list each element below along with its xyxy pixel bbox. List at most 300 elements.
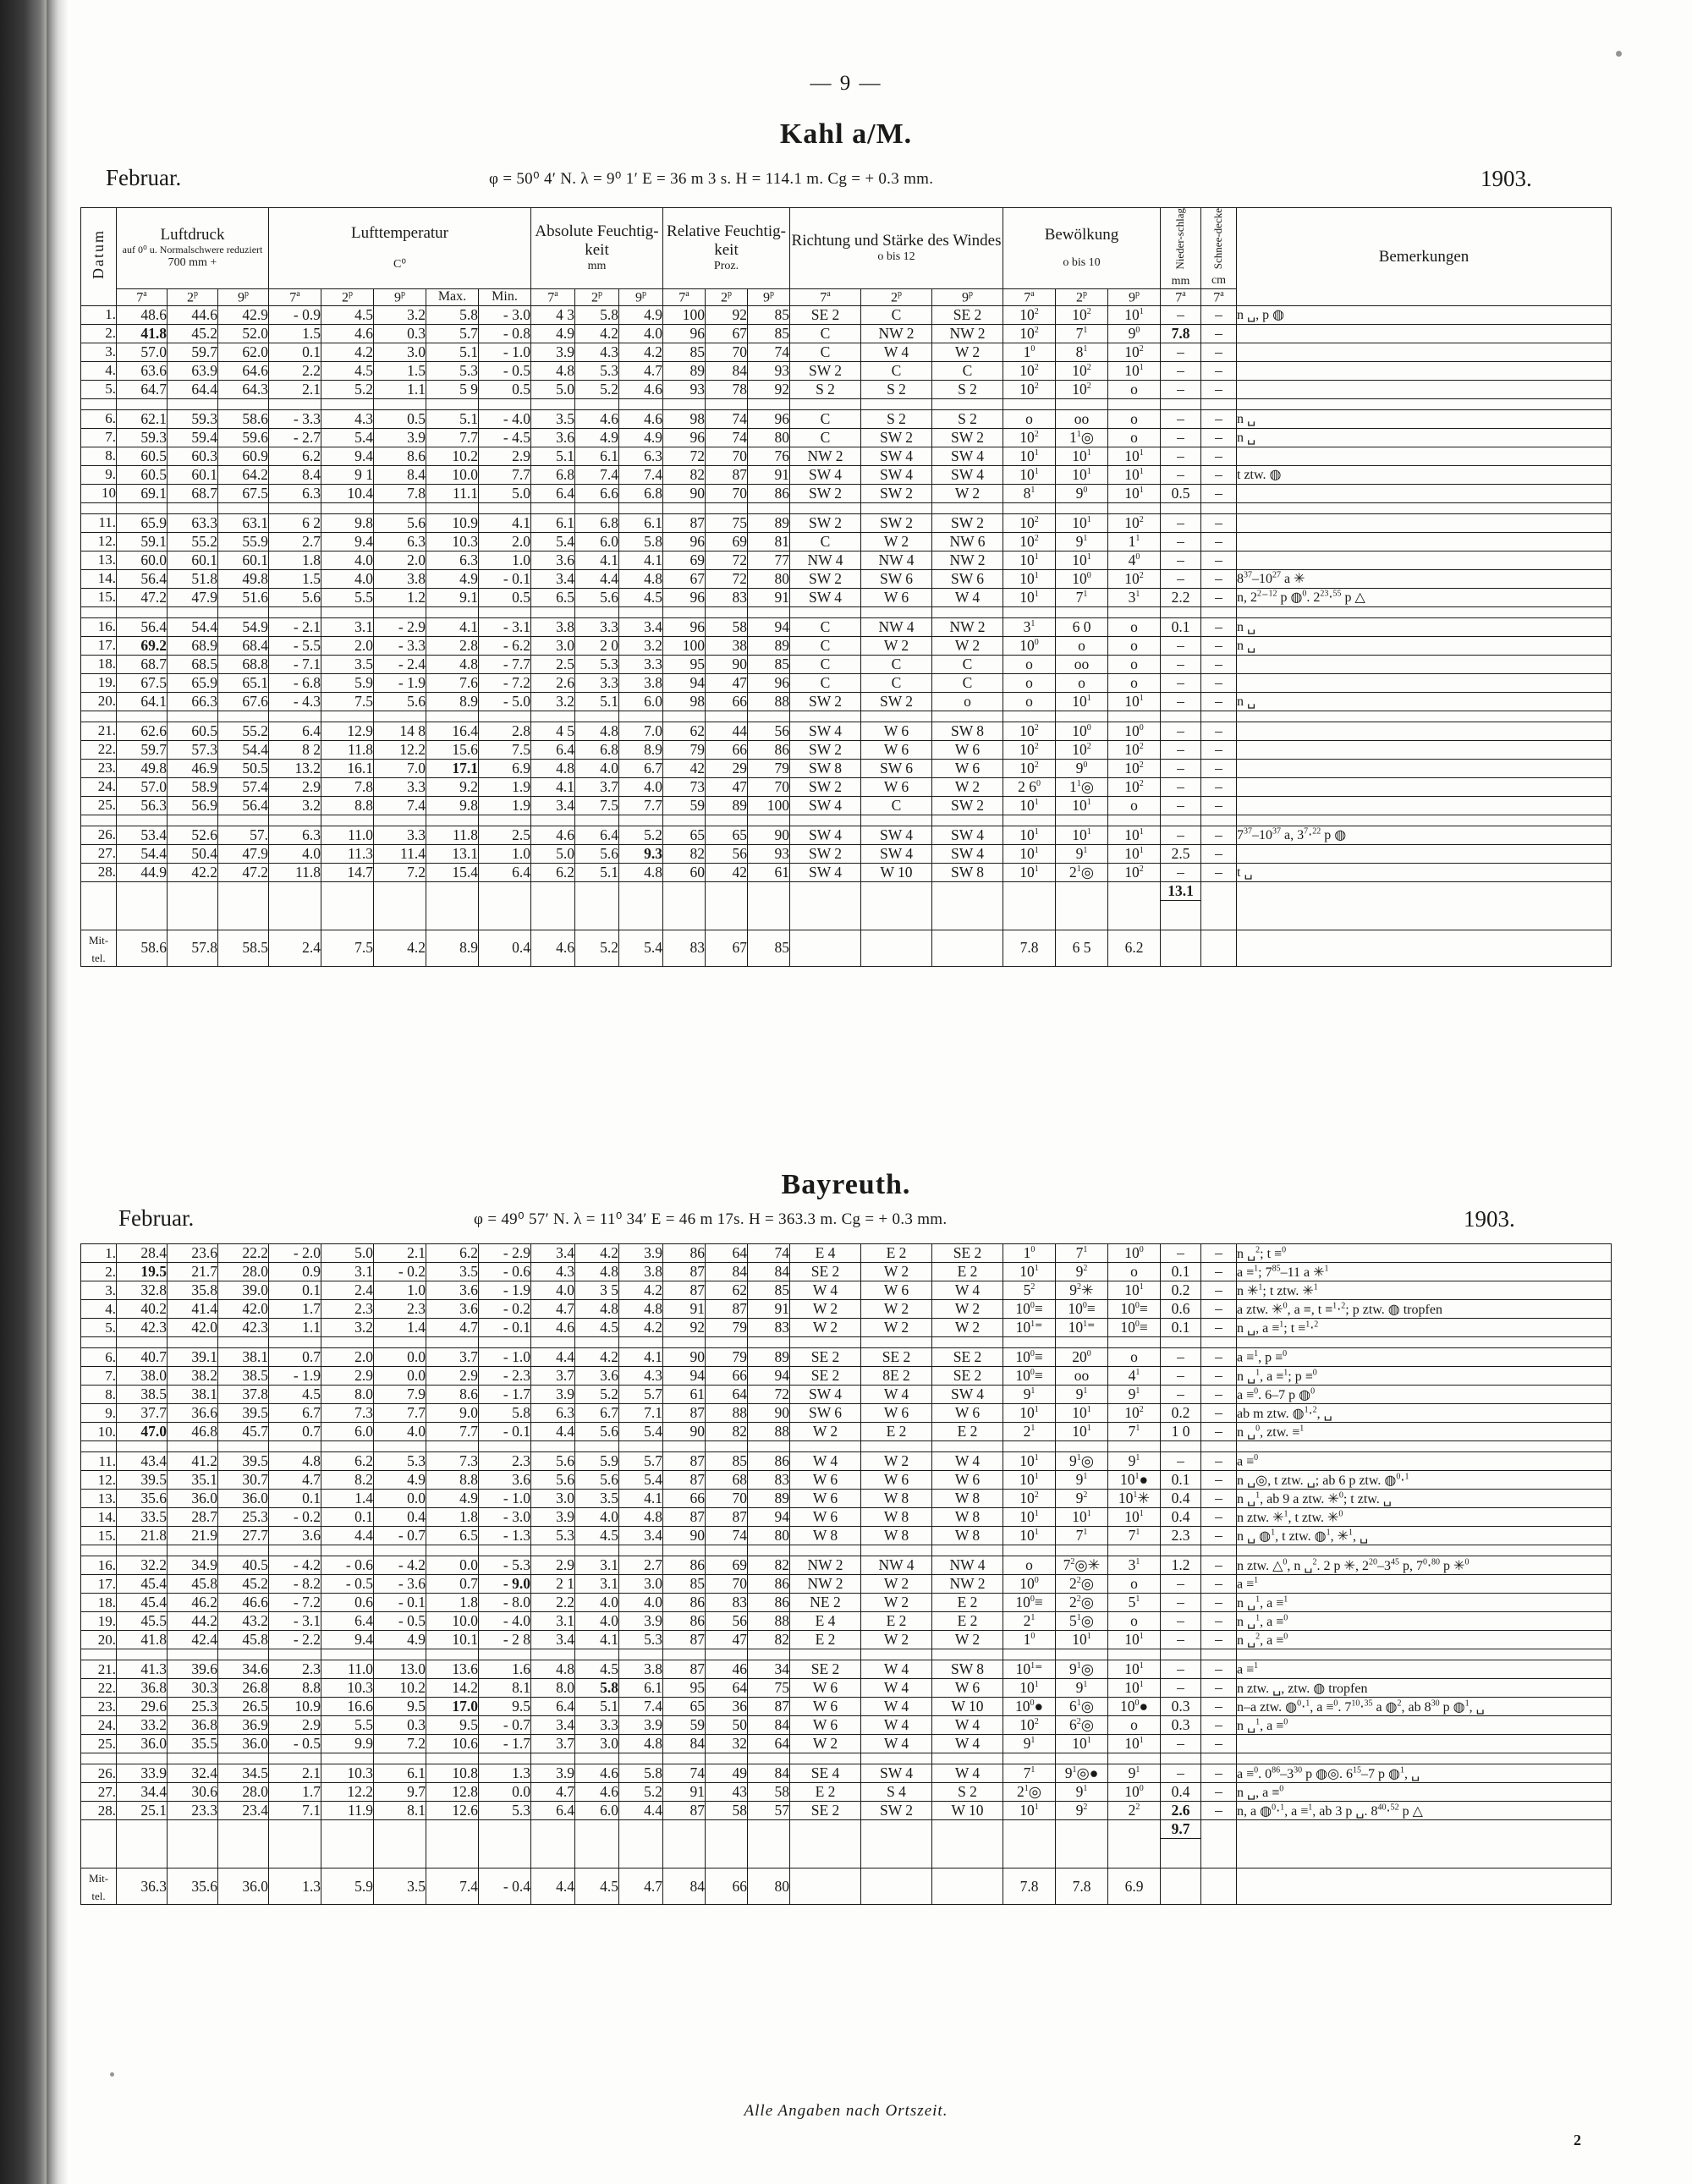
cell-bewoelkung: $10^2$: [1108, 759, 1161, 777]
cell-relative-feuchtigkeit: 74: [748, 343, 790, 361]
cell-relative-feuchtigkeit: 56: [706, 1612, 748, 1631]
cell-lufttemperatur: - 2.0: [269, 1244, 321, 1263]
cell-relative-feuchtigkeit: 79: [706, 1319, 748, 1337]
cell-datum: 4.: [81, 1300, 117, 1319]
cell-lufttemperatur: - 1.9: [374, 673, 426, 692]
cell-wind: W 6: [861, 722, 932, 740]
cell-relative-feuchtigkeit: 72: [706, 569, 748, 588]
cell-bewoelkung: o: [1108, 1263, 1161, 1281]
cell-niederschlag: 0.3: [1161, 1716, 1201, 1735]
cell-lufttemperatur: 12.2: [321, 1783, 374, 1802]
cell-wind: W 6: [790, 1679, 861, 1698]
cell-luftdruck: 38.1: [168, 1386, 218, 1404]
cell-datum: 24.: [81, 1716, 117, 1735]
cell-temp-max: 10.1: [426, 1631, 479, 1649]
cell-temp-max: 9.2: [426, 777, 479, 796]
cell-datum: 8.: [81, 1386, 117, 1404]
cell-lufttemperatur: 3.2: [269, 796, 321, 815]
cell-temp-min: - 1.0: [479, 1348, 531, 1367]
cell-luftdruck: 35.6: [117, 1490, 168, 1508]
table-row: [81, 1594, 1612, 1612]
table-row: [81, 1244, 1612, 1263]
cell-temp-max: 3.6: [426, 1281, 479, 1300]
cell-luftdruck: 39.6: [168, 1660, 218, 1679]
cell-bewoelkung: $2^1◎$: [1056, 863, 1108, 881]
cell-luftdruck: 68.5: [168, 655, 218, 673]
cell-relative-feuchtigkeit: 46: [706, 1660, 748, 1679]
cell-luftdruck: 41.2: [168, 1452, 218, 1471]
cell-datum: 11.: [81, 1452, 117, 1471]
cell-relative-feuchtigkeit: 88: [748, 692, 790, 711]
cell-relative-feuchtigkeit: 92: [663, 1319, 706, 1337]
cell-relative-feuchtigkeit: 80: [748, 1527, 790, 1545]
cell-schneedecke: –: [1201, 1281, 1237, 1300]
cell-absolute-feuchtigkeit: 3.8: [619, 673, 663, 692]
cell-niederschlag: –: [1161, 1386, 1201, 1404]
cell-bewoelkung: $10^1$: [1108, 447, 1161, 465]
cell-lufttemperatur: 7.5: [321, 692, 374, 711]
cell-schneedecke: –: [1201, 1612, 1237, 1631]
cell-niederschlag: 0.1: [1161, 617, 1201, 636]
cell-schneedecke: –: [1201, 1631, 1237, 1649]
cell-bewoelkung: $10^1$: [1108, 844, 1161, 863]
cell-absolute-feuchtigkeit: 4.2: [619, 343, 663, 361]
cell-temp-min: 0.5: [479, 380, 531, 398]
cell-wind: NE 2: [790, 1594, 861, 1612]
cell-wind: S 4: [861, 1783, 932, 1802]
cell-absolute-feuchtigkeit: 3.3: [619, 655, 663, 673]
cell-wind: SW 2: [861, 692, 932, 711]
cell-bewoelkung: $9^0$: [1056, 484, 1108, 502]
cell-temp-min: - 3.1: [479, 617, 531, 636]
cell-absolute-feuchtigkeit: 3.4: [531, 1716, 575, 1735]
cell-temp-min: - 0.1: [479, 1319, 531, 1337]
cell-absolute-feuchtigkeit: 6.1: [575, 447, 619, 465]
cell-absolute-feuchtigkeit: 3.8: [531, 617, 575, 636]
cell-luftdruck: 36.0: [117, 1735, 168, 1753]
cell-lufttemperatur: 6.2: [269, 447, 321, 465]
cell-luftdruck: 22.2: [218, 1244, 269, 1263]
cell-relative-feuchtigkeit: 92: [748, 380, 790, 398]
cell-luftdruck: 39.5: [117, 1471, 168, 1490]
cell-temp-min: - 0.6: [479, 1263, 531, 1281]
cell-temp-max: 10.0: [426, 465, 479, 484]
cell-absolute-feuchtigkeit: 6.1: [619, 1679, 663, 1698]
cell-bewoelkung: $10^1$: [1003, 1404, 1056, 1423]
cell-wind: W 2: [932, 1300, 1003, 1319]
cell-wind: SW 4: [790, 796, 861, 815]
cell-relative-feuchtigkeit: 79: [748, 759, 790, 777]
cell-luftdruck: 42.9: [218, 305, 269, 324]
cell-temp-max: 15.6: [426, 740, 479, 759]
cell-lufttemperatur: 1.5: [269, 324, 321, 343]
cell-bemerkungen: a ≡$^1$, p ≡$^0$: [1237, 1348, 1612, 1367]
cell-bewoelkung: $10^1$: [1108, 826, 1161, 844]
cell-relative-feuchtigkeit: 90: [663, 1527, 706, 1545]
cell-bewoelkung: $5^2$: [1003, 1281, 1056, 1300]
cell-temp-min: - 1.3: [479, 1527, 531, 1545]
cell-absolute-feuchtigkeit: 8.9: [619, 740, 663, 759]
cell-wind: SW 4: [790, 588, 861, 606]
speck: [1616, 51, 1622, 57]
cell-bemerkungen: [1237, 447, 1612, 465]
cell-relative-feuchtigkeit: 84: [748, 1263, 790, 1281]
cell-lufttemperatur: 3.1: [321, 1263, 374, 1281]
cell-temp-min: 5.3: [479, 1802, 531, 1820]
cell-luftdruck: 68.7: [117, 655, 168, 673]
cell-bewoelkung: $10^2$: [1003, 380, 1056, 398]
mittel-relative: 67: [706, 930, 748, 966]
cell-bemerkungen: n ␣$^1$, a ≡$^0$: [1237, 1612, 1612, 1631]
mittel-lufttemperatur: 7.5: [321, 930, 374, 966]
cell-lufttemperatur: - 0.2: [269, 1508, 321, 1527]
cell-bewoelkung: $10^2$: [1056, 380, 1108, 398]
cell-niederschlag: –: [1161, 551, 1201, 569]
cell-lufttemperatur: 1.4: [374, 1319, 426, 1337]
cell-relative-feuchtigkeit: 100: [748, 796, 790, 815]
cell-luftdruck: 40.7: [117, 1348, 168, 1367]
cell-lufttemperatur: 7.0: [374, 759, 426, 777]
cell-schneedecke: –: [1201, 826, 1237, 844]
cell-wind: W 2: [932, 777, 1003, 796]
table-row: [81, 1527, 1612, 1545]
cell-wind: SW 4: [790, 826, 861, 844]
cell-relative-feuchtigkeit: 70: [706, 1575, 748, 1594]
cell-bewoelkung: $10^1$: [1056, 1735, 1108, 1753]
cell-bemerkungen: [1237, 722, 1612, 740]
cell-absolute-feuchtigkeit: 7.0: [619, 722, 663, 740]
cell-bewoelkung: $10^1✳$: [1108, 1490, 1161, 1508]
cell-luftdruck: 49.8: [117, 759, 168, 777]
table-row: [81, 1698, 1612, 1716]
cell-wind: NW 4: [790, 551, 861, 569]
cell-wind: S 2: [932, 1783, 1003, 1802]
cell-relative-feuchtigkeit: 94: [748, 1508, 790, 1527]
table-row: [81, 361, 1612, 380]
cell-relative-feuchtigkeit: 78: [706, 380, 748, 398]
cell-niederschlag: –: [1161, 1612, 1201, 1631]
spacer-cell: [575, 1820, 619, 1839]
cell-bewoelkung: $10^0$: [1108, 1783, 1161, 1802]
cell-absolute-feuchtigkeit: 3.9: [531, 1764, 575, 1783]
cell-luftdruck: 32.2: [117, 1556, 168, 1575]
cell-niederschlag: –: [1161, 1735, 1201, 1753]
cell-bewoelkung: $10^1$: [1003, 1802, 1056, 1820]
spacer-cell: [790, 1820, 861, 1839]
cell-absolute-feuchtigkeit: 3.1: [531, 1612, 575, 1631]
cell-bewoelkung: $9^2$: [1056, 1263, 1108, 1281]
spacer-cell: [1108, 1820, 1161, 1839]
cell-bewoelkung: $10^2$: [1056, 305, 1108, 324]
spacer-cell: [321, 1820, 374, 1839]
cell-absolute-feuchtigkeit: 4.6: [531, 1319, 575, 1337]
cell-relative-feuchtigkeit: 96: [748, 409, 790, 428]
cell-wind: C: [790, 428, 861, 447]
cell-bewoelkung: $10^1$: [1108, 361, 1161, 380]
cell-absolute-feuchtigkeit: 3.9: [619, 1612, 663, 1631]
cell-temp-min: - 2 8: [479, 1631, 531, 1649]
cell-bewoelkung: $10^0\equiv$: [1056, 1300, 1108, 1319]
cell-luftdruck: 45.8: [218, 1631, 269, 1649]
cell-relative-feuchtigkeit: 86: [748, 484, 790, 502]
cell-lufttemperatur: 11.9: [321, 1802, 374, 1820]
cell-wind: W 2: [790, 1319, 861, 1337]
cell-absolute-feuchtigkeit: 7.4: [575, 465, 619, 484]
cell-datum: 8.: [81, 447, 117, 465]
cell-relative-feuchtigkeit: 34: [748, 1660, 790, 1679]
mittel-bewoelkung: 7.8: [1003, 930, 1056, 966]
cell-niederschlag: –: [1161, 1244, 1201, 1263]
cell-luftdruck: 69.2: [117, 636, 168, 655]
cell-bemerkungen: n ␣$^1$, a ≡$^1$; p ≡$^0$: [1237, 1367, 1612, 1386]
cell-wind: E 4: [790, 1612, 861, 1631]
observation-table-kahl: [80, 207, 1612, 967]
cell-bewoelkung: $10^0\equiv$: [1003, 1348, 1056, 1367]
cell-temp-min: 1.9: [479, 796, 531, 815]
cell-luftdruck: 45.5: [117, 1612, 168, 1631]
cell-datum: 7.: [81, 428, 117, 447]
cell-wind: E 2: [932, 1423, 1003, 1441]
cell-relative-feuchtigkeit: 36: [706, 1698, 748, 1716]
cell-absolute-feuchtigkeit: 4.0: [619, 324, 663, 343]
cell-luftdruck: 56.9: [168, 796, 218, 815]
cell-absolute-feuchtigkeit: 5.1: [531, 447, 575, 465]
cell-schneedecke: –: [1201, 569, 1237, 588]
cell-lufttemperatur: - 0.7: [374, 1527, 426, 1545]
cell-relative-feuchtigkeit: 86: [663, 1612, 706, 1631]
cell-bewoelkung: $2^1◎$: [1003, 1783, 1056, 1802]
cell-wind: SW 2: [932, 513, 1003, 532]
cell-luftdruck: 36.8: [168, 1716, 218, 1735]
mittel-label: Mit- tel.: [81, 930, 117, 966]
cell-lufttemperatur: - 3.6: [374, 1575, 426, 1594]
cell-luftdruck: 27.7: [218, 1527, 269, 1545]
cell-lufttemperatur: 6 2: [269, 513, 321, 532]
cell-datum: 11.: [81, 513, 117, 532]
cell-niederschlag: –: [1161, 1575, 1201, 1594]
cell-datum: 12.: [81, 532, 117, 551]
cell-relative-feuchtigkeit: 83: [706, 1594, 748, 1612]
cell-lufttemperatur: - 7.2: [269, 1594, 321, 1612]
cell-relative-feuchtigkeit: 87: [663, 1281, 706, 1300]
cell-wind: W 4: [932, 588, 1003, 606]
cell-lufttemperatur: 3.3: [374, 777, 426, 796]
cell-bewoelkung: $10^0\equiv$: [1003, 1300, 1056, 1319]
cell-luftdruck: 26.5: [218, 1698, 269, 1716]
cell-absolute-feuchtigkeit: 4.8: [531, 1660, 575, 1679]
cell-luftdruck: 48.6: [117, 305, 168, 324]
cell-relative-feuchtigkeit: 94: [748, 617, 790, 636]
cell-temp-max: 0.7: [426, 1575, 479, 1594]
cell-datum: 22.: [81, 1679, 117, 1698]
mittel-row: [81, 930, 1612, 966]
cell-lufttemperatur: 4.4: [321, 1527, 374, 1545]
cell-temp-max: 6.3: [426, 551, 479, 569]
cell-bewoelkung: $10^0$: [1108, 722, 1161, 740]
cell-luftdruck: 46.8: [168, 1423, 218, 1441]
mittel-relative: 83: [663, 930, 706, 966]
cell-wind: W 6: [861, 777, 932, 796]
cell-relative-feuchtigkeit: 62: [663, 722, 706, 740]
cell-schneedecke: –: [1201, 1386, 1237, 1404]
cell-wind: NW 2: [932, 1575, 1003, 1594]
cell-bewoelkung: $10^2$: [1108, 777, 1161, 796]
spacer-cell: [374, 881, 426, 900]
niederschlag-sum-row: [81, 881, 1612, 900]
cell-niederschlag: –: [1161, 722, 1201, 740]
table-row: [81, 844, 1612, 863]
cell-relative-feuchtigkeit: 64: [706, 1679, 748, 1698]
cell-absolute-feuchtigkeit: 5.2: [619, 1783, 663, 1802]
cell-niederschlag: –: [1161, 343, 1201, 361]
cell-luftdruck: 38.5: [117, 1386, 168, 1404]
cell-bewoelkung: $9^1$: [1056, 1679, 1108, 1698]
cell-wind: W 4: [861, 1386, 932, 1404]
cell-wind: W 2: [861, 1300, 932, 1319]
table-body-kahl: [81, 305, 1612, 966]
cell-niederschlag: –: [1161, 532, 1201, 551]
cell-temp-max: 0.0: [426, 1556, 479, 1575]
cell-wind: SW 4: [932, 826, 1003, 844]
cell-wind: W 2: [861, 1452, 932, 1471]
cell-luftdruck: 52.6: [168, 826, 218, 844]
cell-relative-feuchtigkeit: 70: [706, 343, 748, 361]
cell-niederschlag: –: [1161, 1631, 1201, 1649]
cell-lufttemperatur: 1.0: [374, 1281, 426, 1300]
table-row: [81, 465, 1612, 484]
cell-luftdruck: 38.1: [218, 1348, 269, 1367]
mittel-label: Mit- tel.: [81, 1868, 117, 1905]
cell-wind: SW 6: [790, 1404, 861, 1423]
cell-absolute-feuchtigkeit: 4.6: [575, 409, 619, 428]
cell-lufttemperatur: 3.8: [374, 569, 426, 588]
cell-relative-feuchtigkeit: 84: [748, 1716, 790, 1735]
cell-bewoelkung: $9^1$: [1056, 1471, 1108, 1490]
cell-bemerkungen: t ztw. ◍: [1237, 465, 1612, 484]
subheader-time: 7$^a$: [269, 288, 321, 305]
cell-bewoelkung: $10^0\equiv$: [1108, 1319, 1161, 1337]
spacer-cell: [1108, 881, 1161, 900]
cell-absolute-feuchtigkeit: 4.2: [619, 1319, 663, 1337]
cell-absolute-feuchtigkeit: 3.4: [619, 1527, 663, 1545]
cell-bewoelkung: o: [1108, 1716, 1161, 1735]
cell-bewoelkung: $10^1$: [1056, 826, 1108, 844]
cell-lufttemperatur: - 7.1: [269, 655, 321, 673]
cell-wind: E 2: [861, 1244, 932, 1263]
cell-bewoelkung: o: [1003, 409, 1056, 428]
cell-relative-feuchtigkeit: 67: [706, 324, 748, 343]
cell-schneedecke: –: [1201, 1423, 1237, 1441]
cell-bewoelkung: $10^1$: [1056, 1508, 1108, 1527]
cell-temp-max: 5.7: [426, 324, 479, 343]
cell-lufttemperatur: 0.1: [269, 343, 321, 361]
cell-bewoelkung: o: [1003, 673, 1056, 692]
cell-temp-max: 2.9: [426, 1367, 479, 1386]
cell-temp-max: 5 9: [426, 380, 479, 398]
cell-absolute-feuchtigkeit: 4.9: [531, 324, 575, 343]
cell-temp-max: 2.8: [426, 636, 479, 655]
cell-bewoelkung: o: [1108, 673, 1161, 692]
table-row: [81, 673, 1612, 692]
cell-absolute-feuchtigkeit: 3.4: [531, 1244, 575, 1263]
row-spacer: [81, 711, 1612, 722]
cell-wind: SW 8: [932, 722, 1003, 740]
cell-bewoelkung: $10^1$: [1003, 844, 1056, 863]
cell-bemerkungen: n ␣, a ≡$^1$; t ≡$^1$⋅$^2$: [1237, 1319, 1612, 1337]
cell-lufttemperatur: 5.5: [321, 1716, 374, 1735]
cell-lufttemperatur: - 3.1: [269, 1612, 321, 1631]
cell-luftdruck: 34.4: [117, 1783, 168, 1802]
cell-niederschlag: –: [1161, 513, 1201, 532]
mittel-bewoelkung: 7.8: [1003, 1868, 1056, 1905]
cell-relative-feuchtigkeit: 84: [706, 1263, 748, 1281]
cell-absolute-feuchtigkeit: 6.7: [575, 1404, 619, 1423]
cell-absolute-feuchtigkeit: 4.9: [619, 428, 663, 447]
cell-lufttemperatur: 12.2: [374, 740, 426, 759]
cell-relative-feuchtigkeit: 85: [748, 1281, 790, 1300]
cell-absolute-feuchtigkeit: 4.2: [575, 1244, 619, 1263]
cell-temp-min: 2.8: [479, 722, 531, 740]
cell-temp-max: 6.2: [426, 1244, 479, 1263]
cell-temp-min: - 4.0: [479, 1612, 531, 1631]
cell-lufttemperatur: 4.5: [321, 361, 374, 380]
cell-niederschlag: 1.2: [1161, 1556, 1201, 1575]
cell-relative-feuchtigkeit: 85: [706, 1452, 748, 1471]
cell-wind: SW 2: [790, 569, 861, 588]
cell-luftdruck: 43.2: [218, 1612, 269, 1631]
cell-bewoelkung: $10^1$: [1056, 1423, 1108, 1441]
cell-temp-max: 5.8: [426, 305, 479, 324]
subheader-time: 7$^a$: [1161, 288, 1201, 305]
cell-absolute-feuchtigkeit: 5.1: [575, 863, 619, 881]
cell-bewoelkung: $10^1$: [1003, 588, 1056, 606]
cell-lufttemperatur: 8.8: [321, 796, 374, 815]
cell-bemerkungen: n ␣$^2$; t ≡$^0$: [1237, 1244, 1612, 1263]
cell-absolute-feuchtigkeit: 6.4: [531, 484, 575, 502]
cell-bemerkungen: n ␣, a ≡$^0$: [1237, 1783, 1612, 1802]
cell-wind: W 8: [861, 1490, 932, 1508]
cell-bewoelkung: $7^2◎✳$: [1056, 1556, 1108, 1575]
cell-lufttemperatur: 7.8: [374, 484, 426, 502]
col-luftdruck: Luftdruck auf 0⁰ u. Normalschwere reduziert 700 mm +: [117, 208, 269, 289]
mittel-bewoelkung: 7.8: [1056, 1868, 1108, 1905]
mittel-lufttemperatur: 3.5: [374, 1868, 426, 1905]
cell-luftdruck: 28.0: [218, 1783, 269, 1802]
spacer-cell: [706, 1820, 748, 1839]
cell-schneedecke: –: [1201, 1452, 1237, 1471]
cell-bewoelkung: o: [1108, 655, 1161, 673]
table-row: [81, 1631, 1612, 1649]
cell-lufttemperatur: 1.2: [374, 588, 426, 606]
cell-wind: E 2: [861, 1423, 932, 1441]
table-row: [81, 1660, 1612, 1679]
cell-bewoelkung: $7^1$: [1056, 1527, 1108, 1545]
cell-relative-feuchtigkeit: 80: [748, 428, 790, 447]
cell-lufttemperatur: 0.6: [321, 1594, 374, 1612]
cell-absolute-feuchtigkeit: 5.3: [575, 655, 619, 673]
cell-bewoelkung: $8^1$: [1003, 484, 1056, 502]
table-row: [81, 863, 1612, 881]
cell-bewoelkung: $9^1$: [1056, 532, 1108, 551]
cell-absolute-feuchtigkeit: 3.0: [575, 1735, 619, 1753]
cell-luftdruck: 67.6: [218, 692, 269, 711]
cell-bewoelkung: $10^2$: [1003, 361, 1056, 380]
cell-absolute-feuchtigkeit: 5.6: [575, 588, 619, 606]
cell-relative-feuchtigkeit: 90: [663, 1348, 706, 1367]
cell-niederschlag: 0.2: [1161, 1404, 1201, 1423]
cell-bewoelkung: $2^1$: [1003, 1423, 1056, 1441]
cell-datum: 23.: [81, 759, 117, 777]
